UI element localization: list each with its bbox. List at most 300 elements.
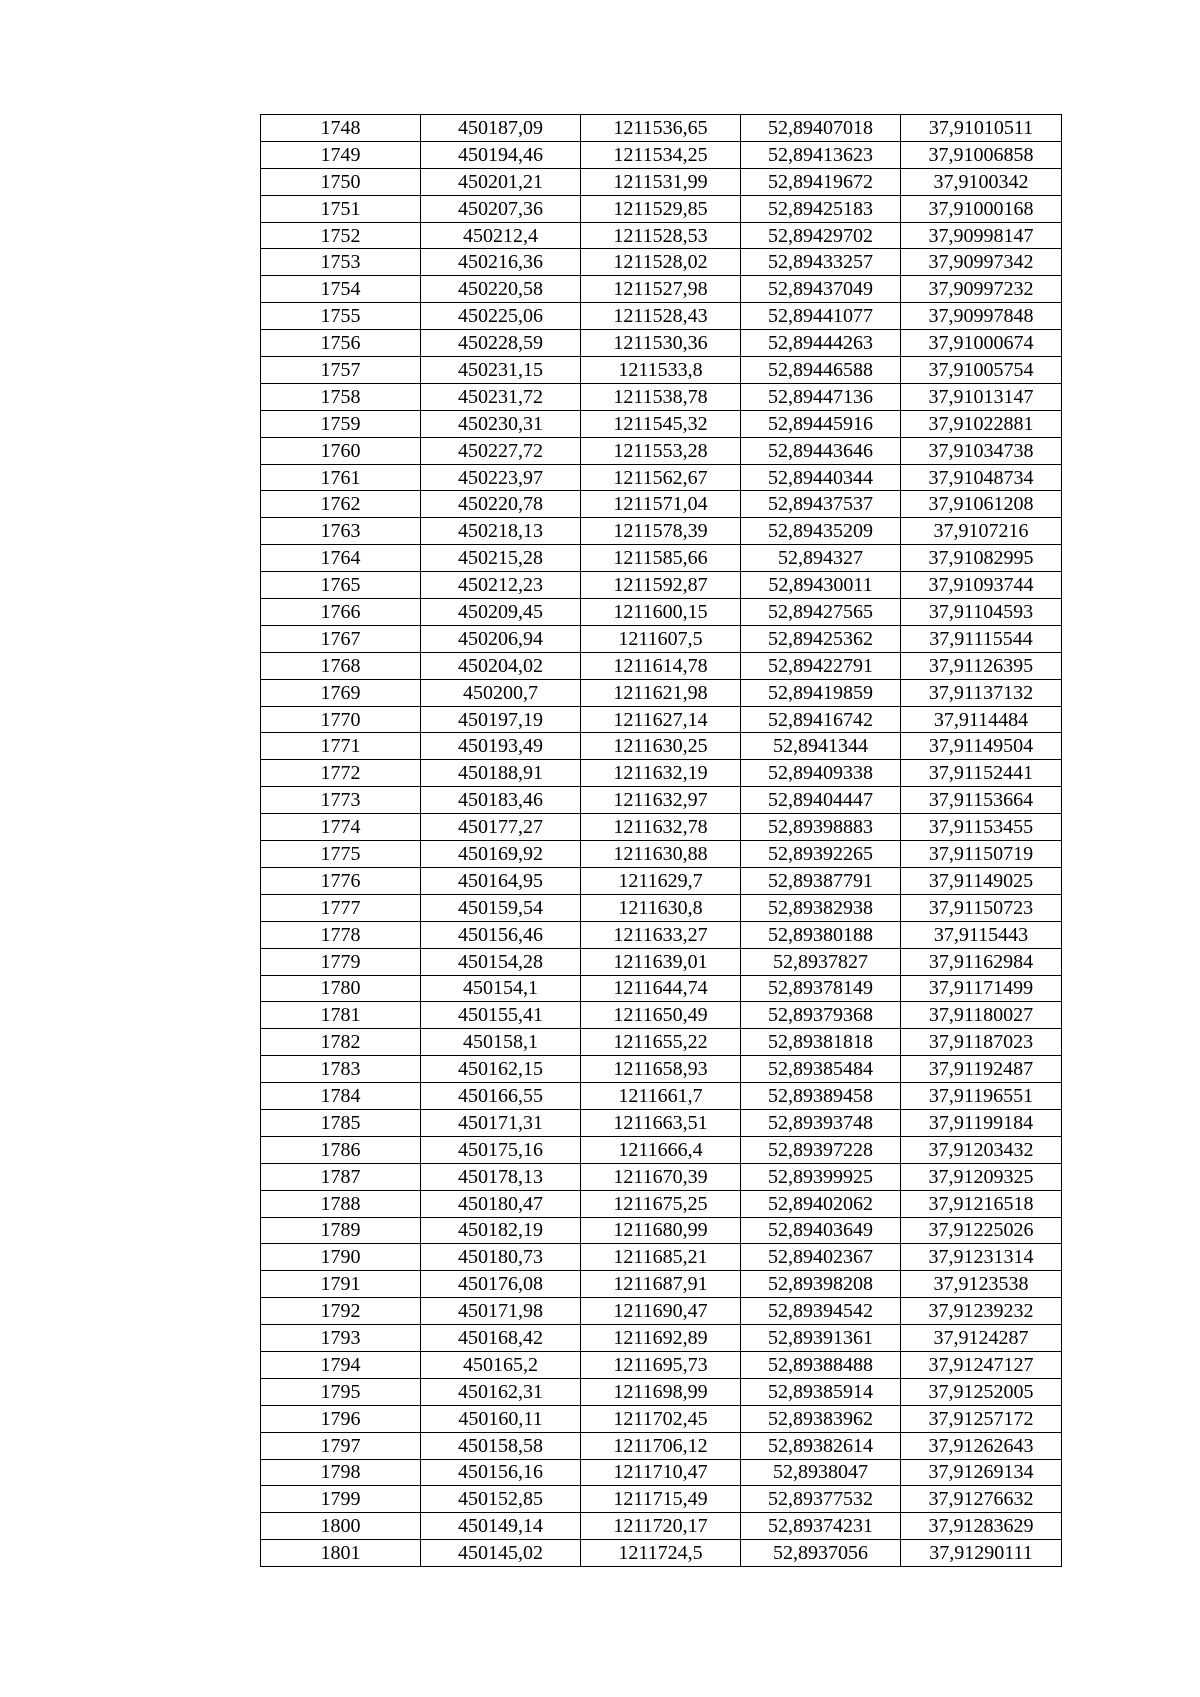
point-number-cell: 1783 — [261, 1056, 421, 1083]
latitude-cell: 52,89398883 — [741, 814, 901, 841]
point-number-cell: 1750 — [261, 168, 421, 195]
coord-x-cell: 450162,31 — [421, 1378, 581, 1405]
point-number-cell: 1752 — [261, 222, 421, 249]
latitude-cell: 52,89378149 — [741, 975, 901, 1002]
latitude-cell: 52,89441077 — [741, 303, 901, 330]
latitude-cell: 52,89437049 — [741, 276, 901, 303]
coord-x-cell: 450200,7 — [421, 679, 581, 706]
longitude-cell: 37,91199184 — [901, 1109, 1062, 1136]
coord-y-cell: 1211627,14 — [581, 706, 741, 733]
table-row — [261, 867, 1062, 894]
coord-y-cell: 1211658,93 — [581, 1056, 741, 1083]
table-row — [261, 195, 1062, 222]
longitude-cell: 37,91149504 — [901, 733, 1062, 760]
coord-x-cell: 450166,55 — [421, 1083, 581, 1110]
coord-x-cell: 450187,09 — [421, 115, 581, 142]
latitude-cell: 52,89391361 — [741, 1325, 901, 1352]
coord-y-cell: 1211675,25 — [581, 1190, 741, 1217]
table-row — [261, 464, 1062, 491]
coord-y-cell: 1211663,51 — [581, 1109, 741, 1136]
longitude-cell: 37,91152441 — [901, 760, 1062, 787]
table-row — [261, 1244, 1062, 1271]
table-row — [261, 276, 1062, 303]
coord-x-cell: 450168,42 — [421, 1325, 581, 1352]
coord-x-cell: 450158,1 — [421, 1029, 581, 1056]
point-number-cell: 1754 — [261, 276, 421, 303]
latitude-cell: 52,89419672 — [741, 168, 901, 195]
longitude-cell: 37,91257172 — [901, 1405, 1062, 1432]
latitude-cell: 52,89374231 — [741, 1513, 901, 1540]
coord-y-cell: 1211527,98 — [581, 276, 741, 303]
coord-y-cell: 1211528,43 — [581, 303, 741, 330]
longitude-cell: 37,91005754 — [901, 357, 1062, 384]
point-number-cell: 1793 — [261, 1325, 421, 1352]
latitude-cell: 52,89389458 — [741, 1083, 901, 1110]
longitude-cell: 37,91252005 — [901, 1378, 1062, 1405]
table-row — [261, 1163, 1062, 1190]
table-row — [261, 625, 1062, 652]
latitude-cell: 52,89383962 — [741, 1405, 901, 1432]
coord-x-cell: 450171,31 — [421, 1109, 581, 1136]
coord-x-cell: 450152,85 — [421, 1486, 581, 1513]
latitude-cell: 52,89427565 — [741, 599, 901, 626]
coord-x-cell: 450228,59 — [421, 330, 581, 357]
table-row — [261, 894, 1062, 921]
point-number-cell: 1757 — [261, 357, 421, 384]
table-row — [261, 652, 1062, 679]
longitude-cell: 37,91162984 — [901, 948, 1062, 975]
longitude-cell: 37,91034738 — [901, 437, 1062, 464]
point-number-cell: 1772 — [261, 760, 421, 787]
longitude-cell: 37,91225026 — [901, 1217, 1062, 1244]
point-number-cell: 1798 — [261, 1459, 421, 1486]
table-row — [261, 975, 1062, 1002]
point-number-cell: 1758 — [261, 383, 421, 410]
latitude-cell: 52,89419859 — [741, 679, 901, 706]
point-number-cell: 1761 — [261, 464, 421, 491]
coord-y-cell: 1211534,25 — [581, 141, 741, 168]
table-row — [261, 1109, 1062, 1136]
coord-x-cell: 450156,46 — [421, 921, 581, 948]
point-number-cell: 1748 — [261, 115, 421, 142]
point-number-cell: 1778 — [261, 921, 421, 948]
coord-y-cell: 1211578,39 — [581, 518, 741, 545]
latitude-cell: 52,89382614 — [741, 1432, 901, 1459]
point-number-cell: 1801 — [261, 1540, 421, 1567]
latitude-cell: 52,89397228 — [741, 1136, 901, 1163]
longitude-cell: 37,91093744 — [901, 572, 1062, 599]
latitude-cell: 52,89392265 — [741, 841, 901, 868]
point-number-cell: 1768 — [261, 652, 421, 679]
table-row — [261, 303, 1062, 330]
latitude-cell: 52,89387791 — [741, 867, 901, 894]
coord-y-cell: 1211632,97 — [581, 787, 741, 814]
latitude-cell: 52,89388488 — [741, 1351, 901, 1378]
table-row — [261, 168, 1062, 195]
longitude-cell: 37,91048734 — [901, 464, 1062, 491]
point-number-cell: 1777 — [261, 894, 421, 921]
point-number-cell: 1759 — [261, 410, 421, 437]
point-number-cell: 1773 — [261, 787, 421, 814]
longitude-cell: 37,90997848 — [901, 303, 1062, 330]
table-row — [261, 572, 1062, 599]
table-row — [261, 1056, 1062, 1083]
point-number-cell: 1756 — [261, 330, 421, 357]
table-row — [261, 599, 1062, 626]
coord-y-cell: 1211690,47 — [581, 1298, 741, 1325]
table-row — [261, 1405, 1062, 1432]
coord-x-cell: 450231,15 — [421, 357, 581, 384]
latitude-cell: 52,89447136 — [741, 383, 901, 410]
coord-y-cell: 1211530,36 — [581, 330, 741, 357]
table-row — [261, 491, 1062, 518]
coord-x-cell: 450223,97 — [421, 464, 581, 491]
coord-y-cell: 1211650,49 — [581, 1002, 741, 1029]
point-number-cell: 1780 — [261, 975, 421, 1002]
coord-y-cell: 1211529,85 — [581, 195, 741, 222]
table-row — [261, 1459, 1062, 1486]
latitude-cell: 52,89404447 — [741, 787, 901, 814]
longitude-cell: 37,91171499 — [901, 975, 1062, 1002]
latitude-cell: 52,89443646 — [741, 437, 901, 464]
longitude-cell: 37,9124287 — [901, 1325, 1062, 1352]
longitude-cell: 37,91149025 — [901, 867, 1062, 894]
point-number-cell: 1755 — [261, 303, 421, 330]
coord-x-cell: 450194,46 — [421, 141, 581, 168]
latitude-cell: 52,8941344 — [741, 733, 901, 760]
coord-y-cell: 1211630,88 — [581, 841, 741, 868]
point-number-cell: 1792 — [261, 1298, 421, 1325]
table-row — [261, 1271, 1062, 1298]
longitude-cell: 37,91061208 — [901, 491, 1062, 518]
coord-y-cell: 1211632,78 — [581, 814, 741, 841]
coord-y-cell: 1211702,45 — [581, 1405, 741, 1432]
coord-x-cell: 450188,91 — [421, 760, 581, 787]
coord-x-cell: 450220,78 — [421, 491, 581, 518]
table-row — [261, 545, 1062, 572]
point-number-cell: 1789 — [261, 1217, 421, 1244]
table-row — [261, 1002, 1062, 1029]
latitude-cell: 52,89402062 — [741, 1190, 901, 1217]
table-row — [261, 948, 1062, 975]
point-number-cell: 1800 — [261, 1513, 421, 1540]
coord-x-cell: 450206,94 — [421, 625, 581, 652]
point-number-cell: 1782 — [261, 1029, 421, 1056]
coord-y-cell: 1211553,28 — [581, 437, 741, 464]
table-row — [261, 1083, 1062, 1110]
coord-x-cell: 450209,45 — [421, 599, 581, 626]
latitude-cell: 52,89385914 — [741, 1378, 901, 1405]
latitude-cell: 52,89403649 — [741, 1217, 901, 1244]
point-number-cell: 1797 — [261, 1432, 421, 1459]
coord-y-cell: 1211585,66 — [581, 545, 741, 572]
longitude-cell: 37,91269134 — [901, 1459, 1062, 1486]
latitude-cell: 52,89435209 — [741, 518, 901, 545]
table-row — [261, 1432, 1062, 1459]
coord-y-cell: 1211680,99 — [581, 1217, 741, 1244]
coord-y-cell: 1211630,8 — [581, 894, 741, 921]
coord-x-cell: 450154,1 — [421, 975, 581, 1002]
latitude-cell: 52,89380188 — [741, 921, 901, 948]
longitude-cell: 37,91262643 — [901, 1432, 1062, 1459]
coord-y-cell: 1211607,5 — [581, 625, 741, 652]
table-row — [261, 1513, 1062, 1540]
point-number-cell: 1784 — [261, 1083, 421, 1110]
point-number-cell: 1749 — [261, 141, 421, 168]
coord-x-cell: 450162,15 — [421, 1056, 581, 1083]
latitude-cell: 52,89379368 — [741, 1002, 901, 1029]
table-row — [261, 115, 1062, 142]
coord-x-cell: 450177,27 — [421, 814, 581, 841]
point-number-cell: 1790 — [261, 1244, 421, 1271]
longitude-cell: 37,9123538 — [901, 1271, 1062, 1298]
coord-x-cell: 450158,58 — [421, 1432, 581, 1459]
longitude-cell: 37,91022881 — [901, 410, 1062, 437]
coord-x-cell: 450204,02 — [421, 652, 581, 679]
longitude-cell: 37,91153664 — [901, 787, 1062, 814]
coord-y-cell: 1211629,7 — [581, 867, 741, 894]
latitude-cell: 52,89425183 — [741, 195, 901, 222]
coord-y-cell: 1211621,98 — [581, 679, 741, 706]
longitude-cell: 37,91283629 — [901, 1513, 1062, 1540]
latitude-cell: 52,89399925 — [741, 1163, 901, 1190]
longitude-cell: 37,91115544 — [901, 625, 1062, 652]
longitude-cell: 37,91192487 — [901, 1056, 1062, 1083]
point-number-cell: 1794 — [261, 1351, 421, 1378]
coord-x-cell: 450201,21 — [421, 168, 581, 195]
longitude-cell: 37,91000674 — [901, 330, 1062, 357]
coord-y-cell: 1211571,04 — [581, 491, 741, 518]
coord-y-cell: 1211528,02 — [581, 249, 741, 276]
coord-x-cell: 450165,2 — [421, 1351, 581, 1378]
table-row — [261, 1486, 1062, 1513]
point-number-cell: 1753 — [261, 249, 421, 276]
coord-x-cell: 450180,73 — [421, 1244, 581, 1271]
point-number-cell: 1760 — [261, 437, 421, 464]
longitude-cell: 37,9114484 — [901, 706, 1062, 733]
table-row — [261, 1325, 1062, 1352]
longitude-cell: 37,91006858 — [901, 141, 1062, 168]
coord-y-cell: 1211692,89 — [581, 1325, 741, 1352]
latitude-cell: 52,89422791 — [741, 652, 901, 679]
coord-x-cell: 450197,19 — [421, 706, 581, 733]
coord-x-cell: 450220,58 — [421, 276, 581, 303]
coord-x-cell: 450175,16 — [421, 1136, 581, 1163]
latitude-cell: 52,89433257 — [741, 249, 901, 276]
coord-x-cell: 450180,47 — [421, 1190, 581, 1217]
coord-y-cell: 1211715,49 — [581, 1486, 741, 1513]
coord-y-cell: 1211710,47 — [581, 1459, 741, 1486]
coord-y-cell: 1211632,19 — [581, 760, 741, 787]
point-number-cell: 1774 — [261, 814, 421, 841]
latitude-cell: 52,89413623 — [741, 141, 901, 168]
coord-y-cell: 1211720,17 — [581, 1513, 741, 1540]
latitude-cell: 52,89440344 — [741, 464, 901, 491]
point-number-cell: 1781 — [261, 1002, 421, 1029]
coord-y-cell: 1211639,01 — [581, 948, 741, 975]
longitude-cell: 37,91150723 — [901, 894, 1062, 921]
table-row — [261, 1190, 1062, 1217]
coord-x-cell: 450225,06 — [421, 303, 581, 330]
latitude-cell: 52,89445916 — [741, 410, 901, 437]
point-number-cell: 1779 — [261, 948, 421, 975]
coord-x-cell: 450178,13 — [421, 1163, 581, 1190]
coord-x-cell: 450207,36 — [421, 195, 581, 222]
coord-x-cell: 450212,4 — [421, 222, 581, 249]
point-number-cell: 1751 — [261, 195, 421, 222]
coord-x-cell: 450231,72 — [421, 383, 581, 410]
coord-y-cell: 1211661,7 — [581, 1083, 741, 1110]
longitude-cell: 37,91216518 — [901, 1190, 1062, 1217]
latitude-cell: 52,89377532 — [741, 1486, 901, 1513]
point-number-cell: 1775 — [261, 841, 421, 868]
longitude-cell: 37,91150719 — [901, 841, 1062, 868]
longitude-cell: 37,91196551 — [901, 1083, 1062, 1110]
coord-y-cell: 1211695,73 — [581, 1351, 741, 1378]
table-row — [261, 787, 1062, 814]
longitude-cell: 37,91153455 — [901, 814, 1062, 841]
latitude-cell: 52,89444263 — [741, 330, 901, 357]
coord-y-cell: 1211592,87 — [581, 572, 741, 599]
coord-x-cell: 450159,54 — [421, 894, 581, 921]
table-row — [261, 1298, 1062, 1325]
table-row — [261, 1540, 1062, 1567]
latitude-cell: 52,8937827 — [741, 948, 901, 975]
table-row — [261, 1029, 1062, 1056]
table-row — [261, 357, 1062, 384]
coord-y-cell: 1211724,5 — [581, 1540, 741, 1567]
coord-x-cell: 450218,13 — [421, 518, 581, 545]
coord-x-cell: 450176,08 — [421, 1271, 581, 1298]
point-number-cell: 1767 — [261, 625, 421, 652]
longitude-cell: 37,91000168 — [901, 195, 1062, 222]
coord-y-cell: 1211528,53 — [581, 222, 741, 249]
latitude-cell: 52,89385484 — [741, 1056, 901, 1083]
longitude-cell: 37,9115443 — [901, 921, 1062, 948]
longitude-cell: 37,91231314 — [901, 1244, 1062, 1271]
point-number-cell: 1769 — [261, 679, 421, 706]
latitude-cell: 52,89382938 — [741, 894, 901, 921]
point-number-cell: 1788 — [261, 1190, 421, 1217]
table-row — [261, 222, 1062, 249]
longitude-cell: 37,91010511 — [901, 115, 1062, 142]
point-number-cell: 1762 — [261, 491, 421, 518]
longitude-cell: 37,91180027 — [901, 1002, 1062, 1029]
coord-y-cell: 1211706,12 — [581, 1432, 741, 1459]
coord-y-cell: 1211666,4 — [581, 1136, 741, 1163]
coord-x-cell: 450193,49 — [421, 733, 581, 760]
coord-y-cell: 1211644,74 — [581, 975, 741, 1002]
coord-x-cell: 450156,16 — [421, 1459, 581, 1486]
point-number-cell: 1799 — [261, 1486, 421, 1513]
longitude-cell: 37,91137132 — [901, 679, 1062, 706]
table-row — [261, 410, 1062, 437]
point-number-cell: 1776 — [261, 867, 421, 894]
longitude-cell: 37,90998147 — [901, 222, 1062, 249]
point-number-cell: 1766 — [261, 599, 421, 626]
coord-y-cell: 1211536,65 — [581, 115, 741, 142]
latitude-cell: 52,89393748 — [741, 1109, 901, 1136]
coord-y-cell: 1211533,8 — [581, 357, 741, 384]
table-row — [261, 706, 1062, 733]
coord-x-cell: 450227,72 — [421, 437, 581, 464]
longitude-cell: 37,91290111 — [901, 1540, 1062, 1567]
coord-x-cell: 450154,28 — [421, 948, 581, 975]
coord-y-cell: 1211600,15 — [581, 599, 741, 626]
point-number-cell: 1786 — [261, 1136, 421, 1163]
coord-x-cell: 450230,31 — [421, 410, 581, 437]
point-number-cell: 1787 — [261, 1163, 421, 1190]
longitude-cell: 37,9100342 — [901, 168, 1062, 195]
coord-x-cell: 450149,14 — [421, 1513, 581, 1540]
latitude-cell: 52,89409338 — [741, 760, 901, 787]
coord-x-cell: 450215,28 — [421, 545, 581, 572]
longitude-cell: 37,91013147 — [901, 383, 1062, 410]
point-number-cell: 1791 — [261, 1271, 421, 1298]
latitude-cell: 52,89416742 — [741, 706, 901, 733]
coord-x-cell: 450164,95 — [421, 867, 581, 894]
latitude-cell: 52,89402367 — [741, 1244, 901, 1271]
table-row — [261, 1378, 1062, 1405]
longitude-cell: 37,91247127 — [901, 1351, 1062, 1378]
table-row — [261, 921, 1062, 948]
coordinates-table — [260, 114, 1062, 1567]
coord-y-cell: 1211687,91 — [581, 1271, 741, 1298]
coord-y-cell: 1211655,22 — [581, 1029, 741, 1056]
coord-y-cell: 1211531,99 — [581, 168, 741, 195]
table-row — [261, 330, 1062, 357]
latitude-cell: 52,8938047 — [741, 1459, 901, 1486]
table-row — [261, 1217, 1062, 1244]
longitude-cell: 37,9107216 — [901, 518, 1062, 545]
longitude-cell: 37,91082995 — [901, 545, 1062, 572]
point-number-cell: 1795 — [261, 1378, 421, 1405]
coord-y-cell: 1211614,78 — [581, 652, 741, 679]
coord-y-cell: 1211562,67 — [581, 464, 741, 491]
point-number-cell: 1770 — [261, 706, 421, 733]
table-row — [261, 814, 1062, 841]
coord-x-cell: 450160,11 — [421, 1405, 581, 1432]
longitude-cell: 37,91209325 — [901, 1163, 1062, 1190]
longitude-cell: 37,91104593 — [901, 599, 1062, 626]
table-row — [261, 1351, 1062, 1378]
longitude-cell: 37,91203432 — [901, 1136, 1062, 1163]
coord-y-cell: 1211545,32 — [581, 410, 741, 437]
table-row — [261, 841, 1062, 868]
latitude-cell: 52,89446588 — [741, 357, 901, 384]
table-row — [261, 141, 1062, 168]
coord-y-cell: 1211685,21 — [581, 1244, 741, 1271]
latitude-cell: 52,89430011 — [741, 572, 901, 599]
coord-x-cell: 450155,41 — [421, 1002, 581, 1029]
longitude-cell: 37,91126395 — [901, 652, 1062, 679]
latitude-cell: 52,89425362 — [741, 625, 901, 652]
longitude-cell: 37,91239232 — [901, 1298, 1062, 1325]
coord-y-cell: 1211630,25 — [581, 733, 741, 760]
point-number-cell: 1765 — [261, 572, 421, 599]
latitude-cell: 52,89381818 — [741, 1029, 901, 1056]
table-row — [261, 1136, 1062, 1163]
table-row — [261, 383, 1062, 410]
point-number-cell: 1764 — [261, 545, 421, 572]
coord-x-cell: 450216,36 — [421, 249, 581, 276]
table-row — [261, 249, 1062, 276]
latitude-cell: 52,89429702 — [741, 222, 901, 249]
longitude-cell: 37,91276632 — [901, 1486, 1062, 1513]
longitude-cell: 37,91187023 — [901, 1029, 1062, 1056]
coord-x-cell: 450212,23 — [421, 572, 581, 599]
table-row — [261, 437, 1062, 464]
